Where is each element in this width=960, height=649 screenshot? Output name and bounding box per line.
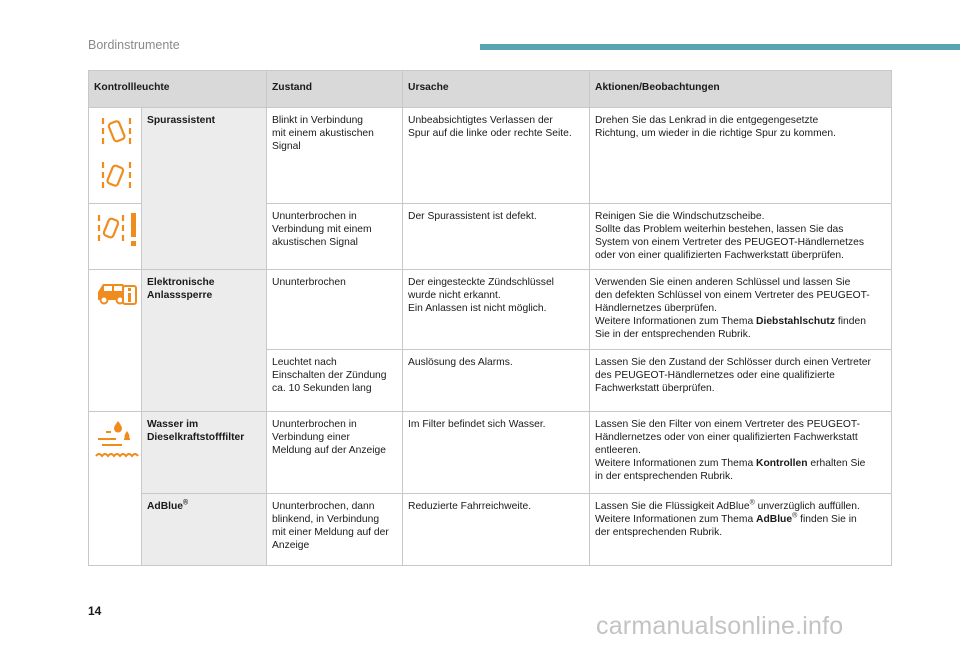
column-header-kontrollleuchte: Kontrollleuchte [89,71,267,108]
action-text: Richtung, um wieder in die richtige Spur zu kommen. [595,128,836,139]
action-cell [590,270,892,350]
action-text: Händlernetzes überprüfen. [595,303,717,314]
action-text: System von einem Vertreter des PEUGEOT-Händlernetzes [595,237,864,248]
action-text: oder von einer qualifizierten Fachwerkstatt überprüfen. [595,250,844,261]
action-text: unverzüglich auffüllen. [754,501,860,512]
table-header-row [89,71,892,108]
icon-cell [89,108,142,204]
cause-cell [403,204,590,270]
cause-cell [403,412,590,494]
cause-text: Reduzierte Fahrreichweite. [408,501,532,512]
section-accent-bar [480,44,960,50]
column-header-aktionen: Aktionen/Beobachtungen [590,71,892,108]
action-text: Verwenden Sie einen anderen Schlüssel und lassen Sie [595,277,851,288]
state-text: Verbindung mit einem [272,224,372,235]
action-text: Sie in der entsprechenden Rubrik. [595,329,751,340]
state-text: mit einer Meldung auf der [272,527,389,538]
icon-cell [89,412,142,566]
cause-text: Der Spurassistent ist defekt. [408,211,537,222]
state-text: Signal [272,141,301,152]
state-cell [267,270,403,350]
action-text: des PEUGEOT-Händlernetzes oder eine qualifizierte [595,370,835,381]
state-cell [267,108,403,204]
state-text: akustischen Signal [272,237,358,248]
action-text: Lassen Sie die Flüssigkeit AdBlue [595,501,750,512]
reference-topic: Kontrollen [756,458,808,469]
state-cell [267,204,403,270]
state-text: Anzeige [272,540,310,551]
state-text: Verbindung einer [272,432,350,443]
cause-cell [403,494,590,566]
cause-text: Spur auf die linke oder rechte Seite. [408,128,572,139]
registered-mark: ® [183,499,189,507]
registered-mark: ® [792,512,798,520]
state-cell [267,350,403,412]
immobiliser-icon [94,276,140,306]
state-text: Ununterbrochen [272,277,346,288]
cause-text: wurde nicht erkannt. [408,290,501,301]
action-text: Sollte das Problem weiterhin bestehen, lassen Sie das [595,224,844,235]
state-text: Leuchtet nach [272,357,337,368]
table-row [89,412,892,494]
action-text: erhalten Sie [807,458,866,469]
action-reference [595,315,886,328]
state-text: Meldung auf der Anzeige [272,445,386,456]
warning-name: Anlasssperre [147,290,213,301]
action-cell [590,204,892,270]
cause-text: Ein Anlassen ist nicht möglich. [408,303,547,314]
action-cell [590,350,892,412]
state-cell [267,494,403,566]
action-text: Drehen Sie das Lenkrad in die entgegengesetzte [595,115,819,126]
icon-cell [89,204,142,270]
cause-cell [403,108,590,204]
action-text: Reinigen Sie die Windschutzscheibe. [595,211,765,222]
action-cell [590,412,892,494]
table-row [89,270,892,350]
table-row [89,108,892,204]
cause-cell [403,270,590,350]
water-in-diesel-icon [94,418,140,460]
warning-name: Spurassistent [147,115,216,126]
column-header-zustand: Zustand [267,71,403,108]
warning-lights-table [88,70,892,566]
icon-cell [89,270,142,412]
state-cell [267,412,403,494]
registered-mark: ® [749,499,755,507]
table-row [89,494,892,566]
action-cell [590,494,892,566]
action-text: Fachwerkstatt überprüfen. [595,383,715,394]
action-text: in der entsprechenden Rubrik. [595,471,733,482]
action-text: Weitere Informationen zum Thema [595,514,757,525]
warning-name-cell [142,494,267,566]
cause-text: Im Filter befindet sich Wasser. [408,419,546,430]
reference-topic: AdBlue [756,514,793,525]
action-text: finden Sie in [797,514,857,525]
reference-topic: Diebstahlschutz [756,316,835,327]
column-header-ursache: Ursache [403,71,590,108]
action-text: Lassen Sie den Zustand der Schlösser durch einen Vertreter [595,357,871,368]
state-text: Einschalten der Zündung [272,370,387,381]
action-reference [595,457,886,470]
state-text: blinkend, in Verbindung [272,514,380,525]
action-text: den defekten Schlüssel von einem Vertreter des PEUGEOT- [595,290,870,301]
state-text: Ununterbrochen, dann [272,501,375,512]
warning-name-cell [142,108,267,270]
lane-departure-icon [94,114,138,194]
lane-departure-fault-icon [94,210,140,250]
warning-name: Elektronische [147,277,215,288]
action-text: der entsprechenden Rubrik. [595,527,723,538]
action-text: Weitere Informationen zum Thema [595,458,757,469]
warning-name: Wasser im [147,419,199,430]
page-number: 14 [88,604,102,618]
cause-text: Unbeabsichtigtes Verlassen der [408,115,553,126]
cause-cell [403,350,590,412]
state-text: Blinkt in Verbindung [272,115,364,126]
action-cell [590,108,892,204]
section-title: Bordinstrumente [88,38,180,52]
state-text: mit einem akustischen [272,128,374,139]
action-reference [595,513,886,526]
cause-text: Der eingesteckte Zündschlüssel [408,277,554,288]
action-text-line [595,500,886,513]
warning-name: Dieselkraftstofffilter [147,432,245,443]
watermark-text: carmanualsonline.info [596,612,844,640]
warning-name-cell [142,270,267,412]
warning-name: AdBlue [147,501,184,512]
state-text: Ununterbrochen in [272,211,357,222]
state-text: Ununterbrochen in [272,419,357,430]
action-text: finden [835,316,866,327]
action-text: entleeren. [595,445,641,456]
action-text: Lassen Sie den Filter von einem Vertreter des PEUGEOT- [595,419,860,430]
state-text: ca. 10 Sekunden lang [272,383,372,394]
warning-name-cell [142,412,267,494]
action-text: Weitere Informationen zum Thema [595,316,757,327]
action-text: Händlernetzes oder von einer qualifizierten Fachwerkstatt [595,432,858,443]
cause-text: Auslösung des Alarms. [408,357,513,368]
